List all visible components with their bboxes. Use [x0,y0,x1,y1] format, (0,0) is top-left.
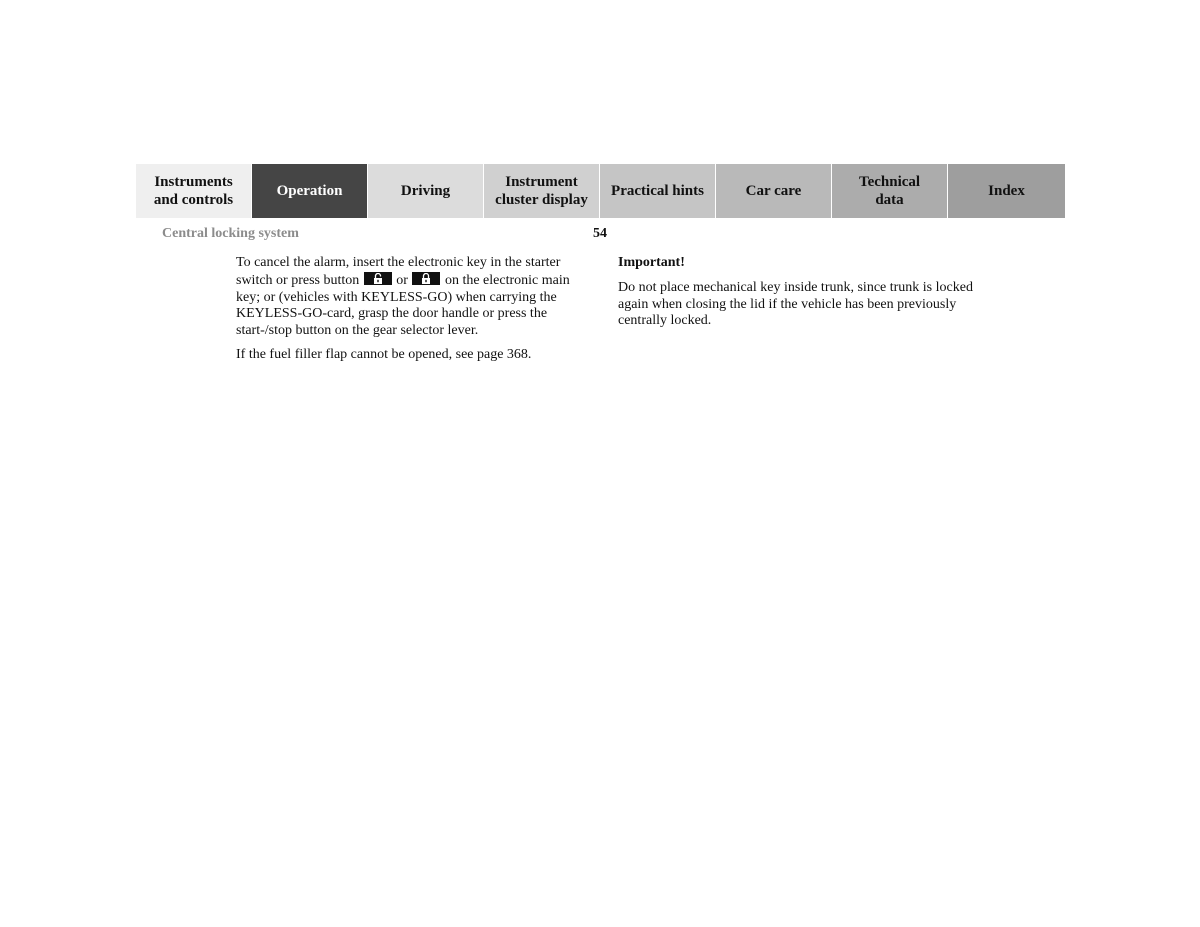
page-number: 54 [593,226,607,241]
tab-instruments-and-controls[interactable]: Instruments and controls [136,164,252,218]
alarm-cancel-paragraph [236,255,576,340]
section-navigation [136,164,1065,218]
alarm-text-part2: on the electronic main key; or (vehicles with KEYLESS-GO) when carrying the KEYLESS-GO-card, grasp the door handle or press the start-/stop button on the gear selector lever. [236,272,570,339]
alarm-text-part1: To cancel the alarm, insert the electronic key in the starter switch or press button [236,255,561,288]
right-column [618,255,978,337]
tab-instrument-cluster-display[interactable]: Instrument cluster display [484,164,600,218]
section-title: Central locking system [162,226,299,241]
unlock-button-icon [364,272,392,285]
alarm-text-or: or [396,272,408,288]
tab-driving[interactable]: Driving [368,164,484,218]
tab-practical-hints[interactable]: Practical hints [600,164,716,218]
tab-car-care[interactable]: Car care [716,164,832,218]
tab-technical-data[interactable]: Technical data [832,164,948,218]
important-heading: Important! [618,255,685,270]
fuel-flap-paragraph: If the fuel filler flap cannot be opened, see page 368. [236,346,532,362]
lock-button-icon [412,272,440,285]
tab-index[interactable]: Index [948,164,1065,218]
tab-operation[interactable]: Operation [252,164,368,218]
left-column [236,255,576,371]
important-text: Do not place mechanical key inside trunk, since trunk is locked again when closing the lid if the vehicle has been previously centrally locked. [618,279,973,329]
